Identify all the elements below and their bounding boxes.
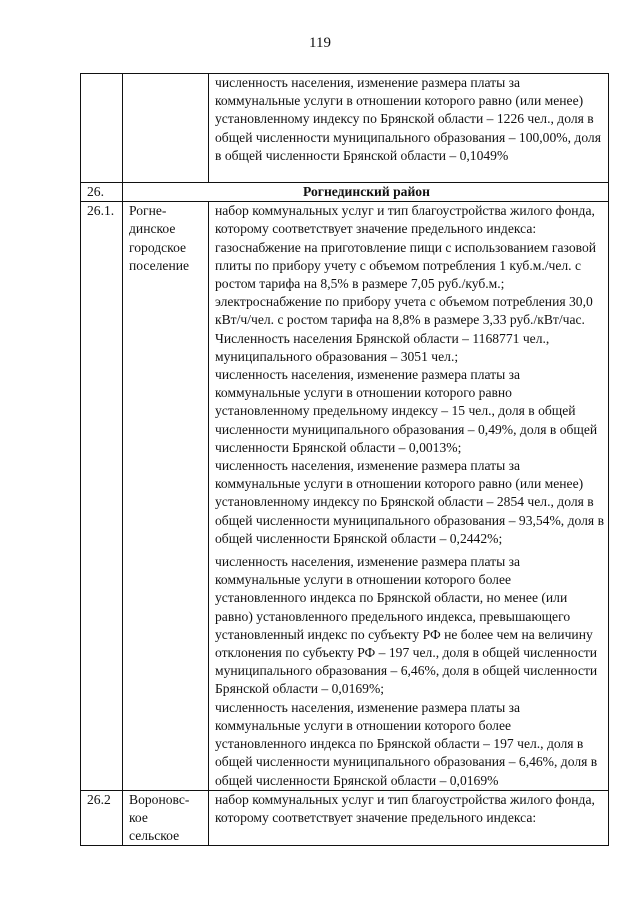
continued-number-cell (81, 74, 123, 183)
continued-row (81, 74, 609, 183)
settlement-name: Вороновс- кое сельское (123, 790, 209, 846)
text-paragraph: набор коммунальных услуг и тип благоустройства жилого фонда, которому соответствует значение предельного индекса: (215, 203, 595, 237)
text-paragraph: газоснабжение на приготовление пищи с использованием газовой плиты по прибору учету с объемом потребления 1 куб.м./чел. с ростом тарифа на 8,5% в размере 7,05 руб./куб.м.; (215, 239, 597, 292)
row-number: 26.2 (81, 790, 123, 846)
text-paragraph: численность населения, изменение размера платы за коммунальные услуги в отношении которого равно установленному предельному индексу – 15 чел., доля в общей численности муниципального образования – 0,49%, доля в общей численности Брянской области – 0,0013%; (215, 367, 598, 455)
section-number: 26. (81, 183, 123, 202)
text-paragraph: численность населения, изменение размера платы за коммунальные услуги в отношении которого более установленного индекса по Брянской области, но менее (или равно) установленного предельного индекса, превышающего установленный индекс по субъекту РФ не более чем на величину отклонения по субъекту РФ – 197 чел., доля в общей численности муниципального образования – 6,46%, доля в общей численности Брянской области – 0,0169%; (215, 554, 598, 697)
table-row (81, 790, 609, 846)
text-paragraph: Численность населения Брянской области – 1168771 чел., муниципального образования – 3051 чел.; (215, 330, 550, 364)
text-paragraph: электроснабжение по прибору учета с объемом потребления 30,0 кВт/ч/чел. с ростом тарифа на 8,8% в размере 3,33 руб./кВт/час. (215, 294, 593, 328)
table-row (81, 202, 609, 791)
section-header-row (81, 183, 609, 202)
continued-text-cell (209, 74, 609, 183)
row-text-cell (209, 790, 609, 846)
continued-settlement-cell (123, 74, 209, 183)
text-paragraph: численность населения, изменение размера платы за коммунальные услуги в отношении которого более установленного индекса по Брянской области – 197 чел., доля в общей численности муниципального образования – 6,46%, доля в общей численности Брянской области – 0,0169% (215, 699, 598, 788)
row-number: 26.1. (81, 202, 123, 791)
continued-paragraph: численность населения, изменение размера платы за коммунальные услуги в отношении которого равно (или менее) установленному индексу по Брянской области – 1226 чел., доля в общей численности муниципального образования – 100,00%, доля в общей численности Брянской области – 0,1049% (215, 75, 601, 163)
settlement-name: Рогне- динское городское поселение (123, 202, 209, 791)
text-paragraph: численность населения, изменение размера платы за коммунальные услуги в отношении которого равно (или менее) установленному индексу по Брянской области – 2854 чел., доля в общей численности муниципального образования – 93,54%, доля в общей численности Брянской области – 0,2442%; (215, 458, 604, 546)
section-title: Рогнединский район (123, 183, 609, 202)
row-text-cell (209, 202, 609, 791)
text-paragraph: набор коммунальных услуг и тип благоустройства жилого фонда, которому соответствует значение предельного индекса: (215, 791, 595, 825)
document-table (80, 73, 609, 846)
page-number: 119 (309, 35, 331, 51)
